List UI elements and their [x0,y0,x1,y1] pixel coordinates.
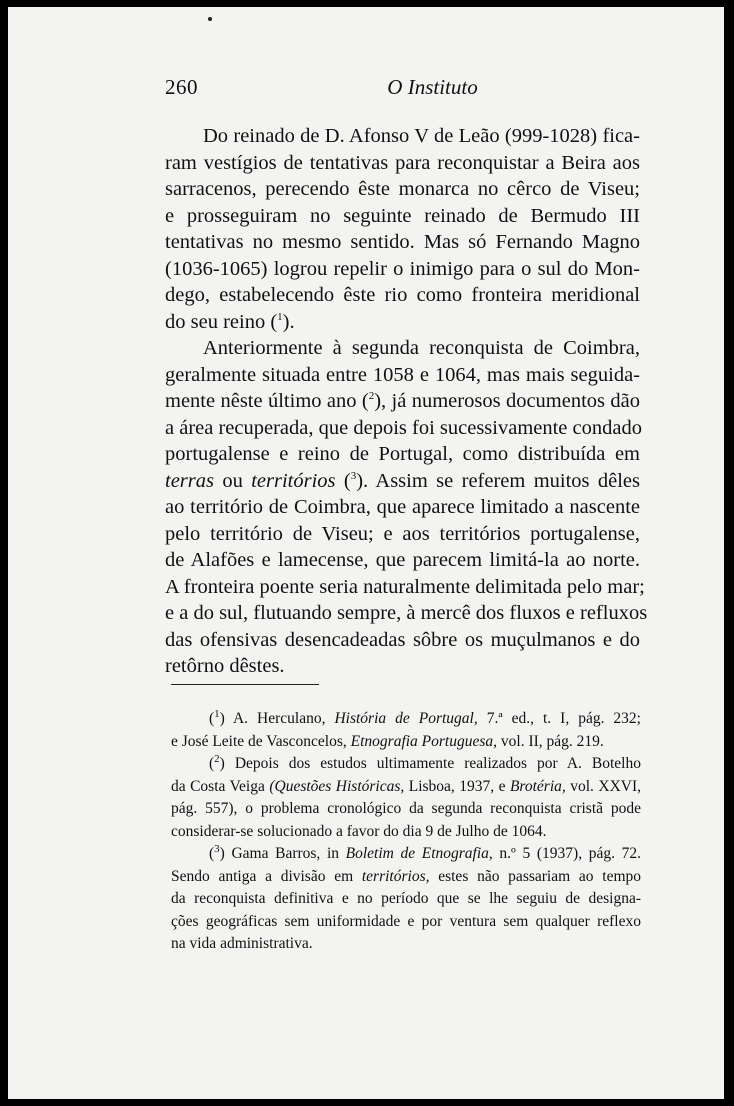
text-run: mente nêste último ano ( [165,390,369,412]
footnote-line: ($^2$) Depois dos estudos ultimamente realizados por A. Botelho [209,752,641,772]
text-line [165,388,640,415]
text-run: estes não passariam ao tempo [429,867,641,885]
text-run: vol. II, pág. 219. [497,732,604,750]
footnote-line: ($^3$) Gama Barros, in Boletim de Etnografia, n.º 5 (1937), pág. 72. [209,842,641,862]
text-run: e José Leite de Vasconcelos, [171,732,351,750]
text-line: Anteriormente à segunda reconquista de Coimbra, [203,337,640,359]
italic-term: territórios [251,469,336,492]
footnote-line: ções geográficas sem uniformidade e por ventura sem qualquer reflexo [171,912,641,930]
text-run: ). [282,310,295,333]
text-line: a área recuperada, que depois foi sucessivamente condado [165,416,642,439]
text-line [165,309,640,336]
footnote-mark: 3 [214,842,220,855]
paragraph-1 [165,123,640,335]
text-run: Lisboa, 1937, e [404,777,510,795]
scanned-page [8,7,724,1099]
text-line: das ofensivas desencadeadas sôbre os muçulmanos e do [165,628,640,651]
text-run: ou [213,469,252,492]
italic-title: Etnografia Portuguesa, [350,732,498,750]
text-line: pelo território de Viseu; e aos territórios portugalense, [165,522,640,545]
text-line [165,468,640,495]
text-run: da Costa Veiga [171,777,270,795]
italic-term: terras [165,469,214,492]
italic-title: (Questões Históricas, [269,777,405,795]
text-line: Do reinado de D. Afonso V de Leão (999-1028) fica- [203,125,640,147]
text-line: e prosseguiram no seguinte reinado de Bermudo III [165,204,640,227]
footnote-3 [171,843,641,956]
text-line: tentativas no mesmo sentido. Mas só Fernando Magno [165,231,640,253]
footnote-1 [171,708,641,753]
text-run: ) Gama Barros, in [219,845,346,862]
text-run: ). Assim se referem muitos dêles [356,469,641,492]
text-line: portugalense e reino de Portugal, como distribuída em [165,443,640,465]
footnote-2 [171,753,641,843]
text-line: e a do sul, flutuando sempre, à mercê dos fluxos e refluxos [165,602,648,624]
italic-title: Brotéria, [509,777,566,795]
text-line: ram vestígios de tentativas para reconquistar a Beira aos [165,151,640,174]
text-line: geralmente situada entre 1058 e 1064, mas mais seguida- [165,363,640,386]
text-run: 7.ª ed., t. I, pág. 232; [477,710,641,727]
footnote-mark: 2 [214,752,220,765]
footnote-line: pág. 557), o problema cronológico da segunda reconquista cristã pode [171,800,641,817]
footnote-separator [171,684,319,685]
text-run: vol. XXVI, [565,777,641,795]
footnote-ref: 1 [277,310,283,323]
text-line: ao território de Coimbra, que aparece limitado a nascente [165,496,640,518]
paragraph-2 [165,335,648,680]
scan-speck [208,17,212,21]
italic-title: Boletim de Etnografia, [345,845,493,862]
footnote-line: da reconquista definitiva e no período que se lhe seguiu de designa- [171,890,641,907]
footnote-line: na vida administrativa. [171,935,313,952]
footnote-line [171,776,641,799]
page-number: 260 [165,75,198,99]
text-run: ( [335,469,351,492]
text-line: A fronteira poente seria naturalmente delimitada pelo mar; [165,575,645,598]
text-run: ), já numerosos documentos dão [374,390,640,412]
italic-title: territórios, [361,867,430,885]
text-line: (1036-1065) logrou repelir o inimigo para o sul do Mon- [165,257,640,280]
text-run: Sendo antiga a divisão em [171,867,362,885]
footnote-line [171,866,641,889]
page-header [165,75,640,105]
text-line: retôrno dêstes. [165,655,285,677]
footnote-line: considerar-se solucionado a favor do dia 9 de Julho de 1064. [171,822,547,840]
text-line: de Alafões e lamecense, que parecem limitá-la ao norte. [165,549,640,571]
footnote-mark: 1 [214,707,220,720]
footnote-line: ($^1$) A. Herculano, História de Portugal, 7.ª ed., t. I, pág. 232; [209,707,641,727]
text-run: ) A. Herculano, [219,710,335,727]
text-run: n.º 5 (1937), pág. 72. [492,845,641,862]
text-line: dego, estabelecendo êste rio como fronteira meridional [165,284,640,306]
footnote-ref: 3 [350,469,357,482]
italic-title: História de Portugal, [334,710,478,727]
footnotes [171,708,641,956]
running-title: O Instituto [387,75,478,99]
text-line: sarracenos, perecendo êste monarca no cêrco de Viseu; [165,178,640,200]
text-run: ) Depois dos estudos ultimamente realizados por A. Botelho [219,755,641,772]
body-text [165,123,648,680]
footnote-line [171,731,641,754]
footnote-ref: 2 [368,390,375,403]
text-run: do seu reino ( [165,310,278,333]
